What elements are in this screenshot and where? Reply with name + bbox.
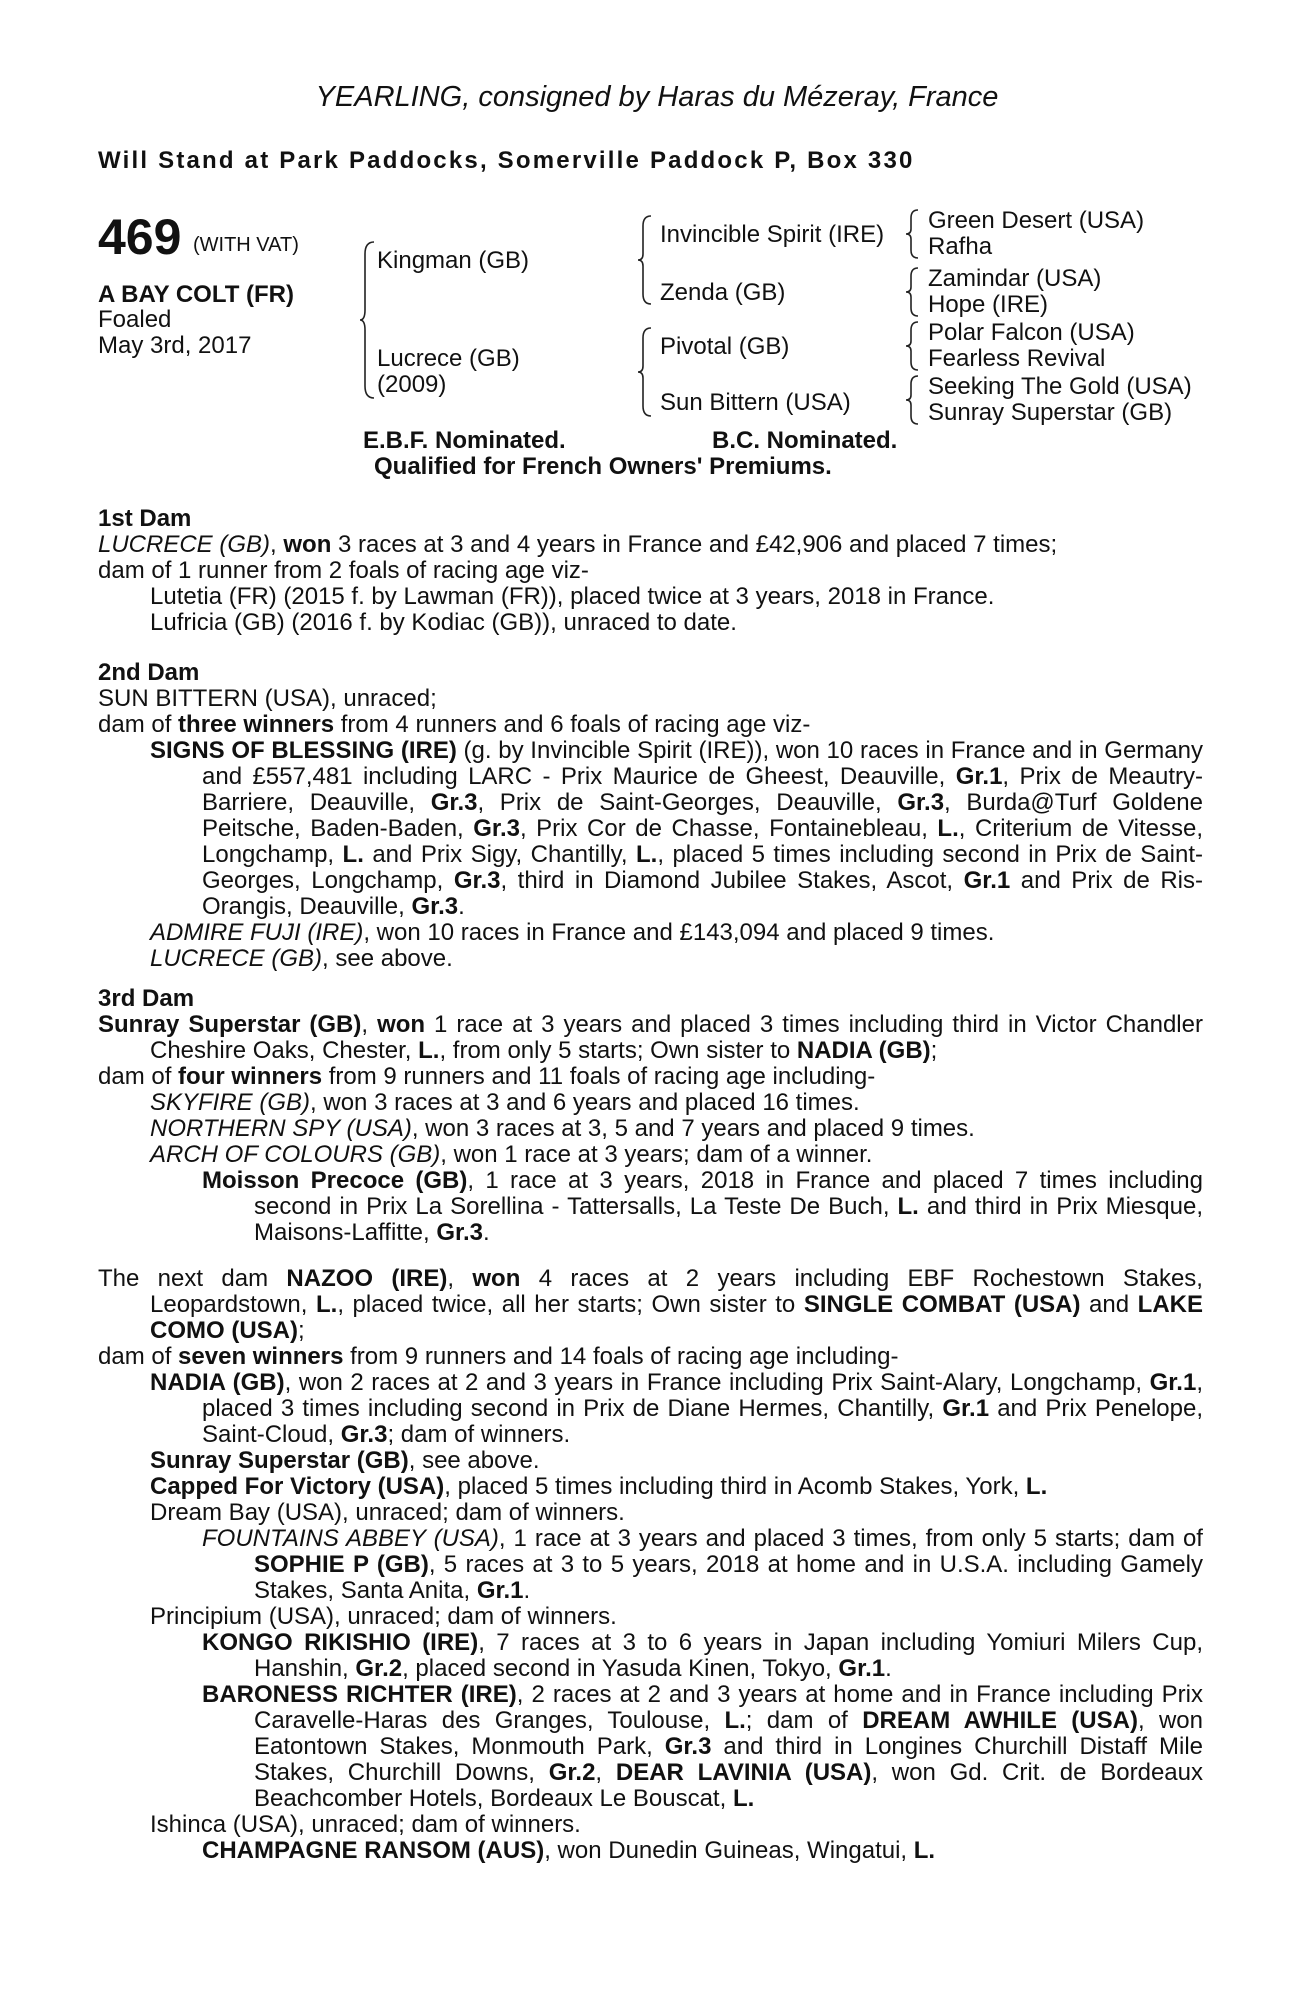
northern-spy-name: NORTHERN SPY (USA) <box>150 1115 412 1142</box>
brace-4 <box>906 374 920 426</box>
t: , won 3 races at 3, 5 and 7 years and placed 9 times. <box>411 1115 975 1142</box>
t: , see above. <box>322 945 453 972</box>
dam-dam: Sun Bittern (USA) <box>660 389 851 416</box>
lot-number: 469 <box>98 209 182 265</box>
dam-year: (2009) <box>377 371 447 398</box>
lucrece-ref: LUCRECE (GB) <box>150 945 323 972</box>
t: , won Dunedin Guineas, Wingatui, <box>544 1837 914 1864</box>
stand-location: Will Stand at Park Paddocks, Somerville Paddock P, Box 330 <box>98 147 915 174</box>
foaled-date: May 3rd, 2017 <box>98 332 252 359</box>
dam-sire-sire: Polar Falcon (USA) <box>928 319 1135 346</box>
t: , from only 5 starts; Own sister to <box>439 1037 797 1064</box>
brace-1 <box>906 208 920 260</box>
baroness-name: BARONESS RICHTER (IRE) <box>202 1681 517 1708</box>
fountains-name: FOUNTAINS ABBEY (USA) <box>202 1525 499 1552</box>
grade: Gr.3 <box>897 789 945 816</box>
t: , placed 5 times including third in Acomb Stakes, York, <box>444 1473 1026 1500</box>
next-dam-section <box>98 1266 1203 1864</box>
t: , placed 3 times including second in Prix de Diane Hermes, Chantilly, <box>202 1369 1203 1422</box>
sophie-p: SOPHIE P (GB) <box>254 1551 429 1578</box>
grade: L. <box>913 1837 936 1864</box>
sire: Kingman (GB) <box>377 247 530 274</box>
sire-dam-sire: Zamindar (USA) <box>928 265 1102 292</box>
grade: L. <box>897 1193 919 1220</box>
produce-lutetia: Lutetia (FR) (2015 f. by Lawman (FR)), placed twice at 3 years, 2018 in France. <box>150 583 995 610</box>
t: , <box>595 1759 616 1786</box>
t: 4 races at 2 years including EBF Rochestown Stakes, Leopardstown, <box>150 1265 1203 1318</box>
t: , won 3 races at 3 and 6 years and placed 16 times. <box>310 1089 860 1116</box>
ishinca: Ishinca (USA), unraced; dam of winners. <box>150 1811 581 1838</box>
skyfire-name: SKYFIRE (GB) <box>150 1089 311 1116</box>
t: ; dam of <box>745 1707 863 1734</box>
consignment-heading: YEARLING, consigned by Haras du Mézeray, France <box>315 81 999 113</box>
nazoo-name: NAZOO (IRE) <box>286 1265 448 1292</box>
dam: Lucrece (GB) <box>377 345 520 372</box>
grade: Gr.3 <box>453 867 501 894</box>
t: , third in Diamond Jubilee Stakes, Ascot, <box>500 867 964 894</box>
grade: L. <box>724 1707 746 1734</box>
four-winners: four winners <box>178 1063 323 1090</box>
principium: Principium (USA), unraced; dam of winners. <box>150 1603 617 1630</box>
t: The next dam <box>98 1265 287 1292</box>
first-dam-section <box>98 506 1203 636</box>
t: dam of <box>98 1063 179 1090</box>
grade: Gr.2 <box>355 1655 403 1682</box>
dam-parents-bracket <box>638 326 656 418</box>
t: , <box>361 1011 378 1038</box>
arch-of-colours-name: ARCH OF COLOURS (GB) <box>150 1141 441 1168</box>
sunray-ref: Sunray Superstar (GB) <box>150 1447 409 1474</box>
grade: L. <box>418 1037 440 1064</box>
t: and Prix de Ris-Orangis, Deauville, <box>202 867 1203 920</box>
french-premiums: Qualified for French Owners' Premiums. <box>374 453 832 480</box>
t: , Criterium de Vitesse, Longchamp, <box>202 815 1204 868</box>
capped-name: Capped For Victory (USA) <box>150 1473 445 1500</box>
grade: Gr.2 <box>548 1759 596 1786</box>
t: and Prix Penelope, Saint-Cloud, <box>202 1395 1203 1448</box>
t: from 4 runners and 6 foals of racing age viz- <box>334 711 811 738</box>
foaled-label: Foaled <box>98 306 172 333</box>
grade: L. <box>636 841 658 868</box>
t: , 1 race at 3 years and placed 3 times, from only 5 starts; dam of <box>498 1525 1203 1552</box>
dream-bay: Dream Bay (USA), unraced; dam of winners. <box>150 1499 625 1526</box>
grade: Gr.3 <box>436 1219 484 1246</box>
grade: L. <box>732 1785 755 1812</box>
champagne-name: CHAMPAGNE RANSOM (AUS) <box>202 1837 545 1864</box>
dear-lavinia: DEAR LAVINIA (USA) <box>615 1759 872 1786</box>
grade: Gr.3 <box>411 893 459 920</box>
signs-name: SIGNS OF BLESSING (IRE) <box>150 737 457 764</box>
lucrece-name: LUCRECE (GB) <box>98 531 271 558</box>
grade: Gr.1 <box>476 1577 524 1604</box>
t: , placed twice, all her starts; Own sister to <box>337 1291 804 1318</box>
grade: Gr.1 <box>838 1655 886 1682</box>
won-label: won <box>283 531 332 558</box>
t: 1 race at 3 years and placed 3 times including third in Victor Chandler Cheshire Oaks, Chester, <box>150 1011 1203 1064</box>
kongo-name: KONGO RIKISHIO (IRE) <box>202 1629 479 1656</box>
t: and Prix Sigy, Chantilly, <box>363 841 637 868</box>
nadia-ref: NADIA (GB) <box>796 1037 931 1064</box>
t: , 5 races at 3 to 5 years, 2018 at home and in U.S.A. including Gamely Stakes, Santa Anita, <box>254 1551 1203 1604</box>
dam-dam-sire: Seeking The Gold (USA) <box>928 373 1192 400</box>
t: , Prix de Meautry- Barriere, Deauville, <box>202 763 1204 816</box>
sire-sire-sire: Green Desert (USA) <box>928 207 1145 234</box>
brace-2 <box>906 266 920 318</box>
single-combat: SINGLE COMBAT (USA) <box>803 1291 1081 1318</box>
t: , 1 race at 3 years, 2018 in France and placed 7 times including second in Prix La Sorellina - Tattersalls, La Teste De Buch, <box>254 1167 1203 1220</box>
t: , placed 5 times including second in Prix de Saint-Georges, Longchamp, <box>202 841 1204 894</box>
t: dam of <box>98 1343 179 1370</box>
sire-dam: Zenda (GB) <box>660 279 786 306</box>
bc-nominated: B.C. Nominated. <box>712 427 898 454</box>
t: from 9 runners and 14 foals of racing age including- <box>343 1343 899 1370</box>
t: , 2 races at 2 and 3 years at home and in France including Prix Caravelle-Haras des Granges, Toulouse, <box>254 1681 1204 1734</box>
sire-sire-dam: Rafha <box>928 233 993 260</box>
t: , placed second in Yasuda Kinen, Tokyo, <box>402 1655 839 1682</box>
produce-lufricia: Lufricia (GB) (2016 f. by Kodiac (GB)), unraced to date. <box>150 609 737 636</box>
first-dam-title: 1st Dam <box>98 505 192 532</box>
t: , see above. <box>408 1447 540 1474</box>
lucrece-record: 3 races at 3 and 4 years in France and £42,906 and placed 7 times; <box>331 531 1058 558</box>
grade: Gr.1 <box>955 763 1003 790</box>
second-dam-section <box>98 660 1203 972</box>
grade: L. <box>316 1291 338 1318</box>
nadia-name: NADIA (GB) <box>150 1369 285 1396</box>
t: , 7 races at 3 to 6 years in Japan including Yomiuri Milers Cup, Hanshin, <box>254 1629 1204 1682</box>
t: . <box>523 1577 531 1604</box>
won-label: won <box>377 1011 426 1038</box>
lot-name: A BAY COLT (FR) <box>98 281 294 308</box>
grade: Gr.3 <box>430 789 478 816</box>
vat-note: (WITH VAT) <box>193 234 299 256</box>
grade: Gr.1 <box>963 867 1011 894</box>
t: , won 2 races at 2 and 3 years in France including Prix Saint-Alary, Longchamp, <box>284 1369 1150 1396</box>
lake-como: LAKE COMO (USA) <box>150 1291 1204 1344</box>
t: , <box>447 1265 473 1292</box>
t: , won 1 race at 3 years; dam of a winner. <box>440 1141 873 1168</box>
seven-winners: seven winners <box>178 1343 344 1370</box>
t: dam of <box>98 711 179 738</box>
sire-dam-dam: Hope (IRE) <box>928 291 1049 318</box>
dam-dam-dam: Sunray Superstar (GB) <box>928 399 1173 426</box>
t: and third in Longines Churchill Distaff Mile Stakes, Churchill Downs, <box>254 1733 1204 1786</box>
t: ; dam of winners. <box>387 1421 571 1448</box>
grade: Gr.3 <box>340 1421 388 1448</box>
sep: , <box>270 531 284 558</box>
t: , Burda@Turf Goldene Peitsche, Baden-Baden, <box>202 789 1203 842</box>
brace-3 <box>906 320 920 372</box>
third-dam-title: 3rd Dam <box>98 985 195 1012</box>
grade: Gr.1 <box>942 1395 990 1422</box>
sunray-name: Sunray Superstar (GB) <box>98 1011 362 1038</box>
grade: Gr.3 <box>664 1733 712 1760</box>
sire-sire: Invincible Spirit (IRE) <box>660 221 885 248</box>
second-dam-title: 2nd Dam <box>98 659 200 686</box>
t: . <box>483 1219 490 1246</box>
three-winners: three winners <box>178 711 335 738</box>
signs-of-blessing-entry <box>98 738 1203 920</box>
t: and <box>1080 1291 1138 1318</box>
won-label: won <box>472 1265 521 1292</box>
t: , won Eatontown Stakes, Monmouth Park, <box>254 1707 1204 1760</box>
sun-bittern-line: SUN BITTERN (USA), unraced; <box>98 685 437 712</box>
t: and third in Prix Miesque, Maisons-Laffitte, <box>254 1193 1203 1246</box>
grade: L. <box>342 841 364 868</box>
dam-sire-dam: Fearless Revival <box>928 345 1106 372</box>
dam-sire: Pivotal (GB) <box>660 333 790 360</box>
moisson-name: Moisson Precoce (GB) <box>202 1167 468 1194</box>
t: , won 10 races in France and £143,094 and placed 9 times. <box>363 919 995 946</box>
grade: Gr.3 <box>473 815 520 842</box>
t: from 9 runners and 11 foals of racing age including- <box>322 1063 876 1090</box>
t: (g. by Invincible Spirit (IRE)), won 10 races in France and in Germany and £557,481 including LARC - Prix Maurice de Gheest, Deauville, <box>202 737 1203 790</box>
t: , Prix Cor de Chasse, Fontainebleau, <box>519 815 938 842</box>
third-dam-section <box>98 986 1203 1246</box>
ebf-nominated: E.B.F. Nominated. <box>363 427 566 454</box>
t: . <box>458 893 465 920</box>
first-dam-produce-summary: dam of 1 runner from 2 foals of racing age viz- <box>98 557 589 584</box>
dream-awhile: DREAM AWHILE (USA) <box>862 1707 1138 1734</box>
t: , won Gd. Crit. de Bordeaux Beachcomber Hotels, Bordeaux Le Bouscat, <box>254 1759 1203 1812</box>
grade: L. <box>1025 1473 1048 1500</box>
t: ; <box>930 1037 938 1064</box>
admire-fuji-name: ADMIRE FUJI (IRE) <box>150 919 364 946</box>
t: ; <box>297 1317 305 1344</box>
sire-parents-bracket <box>638 214 656 306</box>
grade: L. <box>937 815 959 842</box>
t: , Prix de Saint-Georges, Deauville, <box>477 789 898 816</box>
t: . <box>885 1655 892 1682</box>
grade: Gr.1 <box>1149 1369 1197 1396</box>
